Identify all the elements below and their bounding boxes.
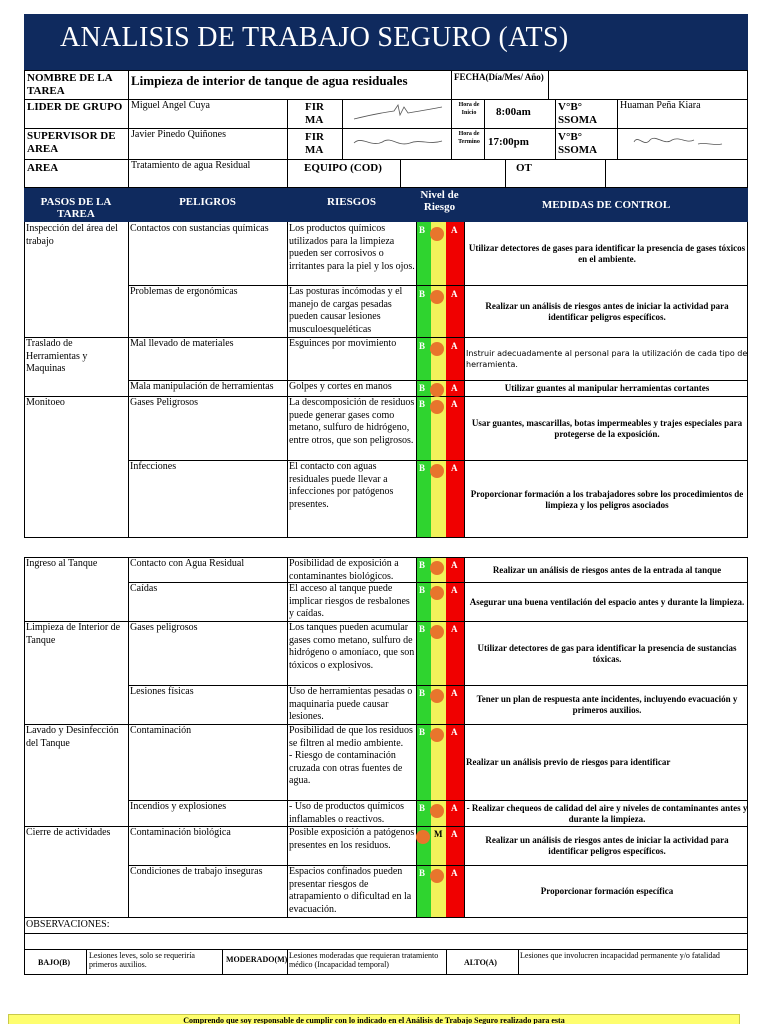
level-high-mark: A <box>451 803 458 813</box>
level-high-mark: A <box>451 688 458 698</box>
risk-level-marker <box>430 586 444 600</box>
risk-level-marker <box>430 227 444 241</box>
control-cell: Proporcionar formación a los trabajadores sobre los procedimientos de limpieza y los peligros asociados <box>470 488 744 510</box>
end-label: Hora de Termino <box>458 131 480 145</box>
divider <box>446 949 447 975</box>
column-level: Nivel de Riesgo <box>420 189 459 213</box>
hazard-cell: Problemas de ergonómicas <box>130 286 238 297</box>
level-low-mark: B <box>419 560 426 570</box>
legend-mid-label: MODERADO(M) <box>226 955 288 964</box>
level-low-mark: B <box>419 688 426 698</box>
risk-cell: Posibilidad de que los residuos se filtren al medio ambiente. - Riesgo de contaminación cruzada con otras fuentes de agua. <box>289 725 413 787</box>
control-cell: Asegurar una buena ventilación del espacio antes y durante la limpieza. <box>469 596 745 607</box>
divider <box>86 949 87 975</box>
risk-cell: La descomposición de residuos puede generar gases como metano, sulfuro de hidrógeno, entre otros, que son peligrosos. <box>289 397 415 446</box>
risk-level-marker <box>430 869 444 883</box>
control-cell: Realizar un análisis de riesgos antes de iniciar la actividad para identificar peligros específicos. <box>485 300 729 322</box>
level-high-mark: A <box>451 341 458 351</box>
divider <box>451 99 452 159</box>
level-high-mark: A <box>451 829 458 839</box>
hazard-cell: Incendios y explosiones <box>130 801 227 812</box>
risk-level-marker <box>430 464 444 478</box>
level-low-mark: B <box>419 383 426 393</box>
legend-low-desc: Lesiones leves, solo se requeriría primeros auxilios. <box>89 951 195 969</box>
signature-image <box>350 131 446 155</box>
hazard-cell: Lesiones físicas <box>130 686 194 697</box>
risk-cell: Espacios confinados pueden presentar riesgos de atrapamiento o dificultad en la evacuación. <box>289 866 412 915</box>
divider <box>548 70 549 99</box>
level-high-mark: A <box>451 727 458 737</box>
column-controls: MEDIDAS DE CONTROL <box>541 199 671 211</box>
control-cell: Usar guantes, mascarillas, botas impermeables y trajes especiales para protegerse de la exposición. <box>471 417 743 439</box>
vb-value: Huaman Peña Kiara <box>620 100 701 111</box>
document-title-bar <box>24 14 748 70</box>
level-low-mark: B <box>419 341 426 351</box>
task-step: Lavado y Desinfección del Tanque <box>26 725 119 749</box>
divider <box>24 933 748 934</box>
task-step: Limpieza de Interior de Tanque <box>26 622 121 646</box>
risk-cell: El acceso al tanque puede implicar riesgos de resbalones y caídas. <box>289 583 410 620</box>
task-step: Ingreso al Tanque <box>26 558 98 569</box>
risk-level-marker <box>430 728 444 742</box>
risk-cell: Las posturas incómodas y el manejo de cargas pesadas pueden causar lesiones musculoesqueléticas <box>289 286 403 335</box>
end-value: 17:00pm <box>488 136 529 148</box>
divider <box>24 949 748 950</box>
firma-label: FIR MA <box>305 131 324 156</box>
task-step: Cierre de actividades <box>26 827 111 838</box>
task-step: Monitoeo <box>26 397 65 408</box>
control-cell: Instruir adecuadamente al personal para la utilización de cada tipo de herramienta. <box>466 349 748 369</box>
level-low-mark: B <box>419 624 426 634</box>
risk-cell: Golpes y cortes en manos <box>289 381 392 392</box>
divider <box>464 557 465 917</box>
supervisor-label: SUPERVISOR DE AREA <box>27 130 116 155</box>
level-high-mark: A <box>451 560 458 570</box>
hazard-cell: Contaminación biológica <box>130 827 231 838</box>
risk-cell: Posible exposición a patógenos presentes en los residuos. <box>289 827 415 851</box>
hazard-cell: Gases peligrosos <box>130 622 198 633</box>
risk-level-marker <box>430 804 444 818</box>
risk-cell: Posibilidad de exposición a contaminantes biológicos. <box>289 558 399 582</box>
hazard-cell: Caídas <box>130 583 158 594</box>
control-cell: Proporcionar formación específica <box>540 886 674 896</box>
commitment-footer: Comprendo que soy responsable de cumplir con lo indicado en el Análisis de Trabajo Seguro realizado para esta <box>8 1014 740 1024</box>
signature-image <box>350 101 446 125</box>
start-label: Hora de Inicio <box>458 102 480 116</box>
divider <box>605 159 606 188</box>
divider <box>451 70 452 99</box>
divider <box>287 949 288 975</box>
task-value: Limpieza de interior de tanque de agua residuales <box>131 73 408 88</box>
risk-level-marker <box>430 400 444 414</box>
document-title: ANALISIS DE TRABAJO SEGURO (ATS) <box>60 22 569 53</box>
control-cell: Utilizar detectores de gases para identificar la presencia de gases tóxicos en el ambiente. <box>468 243 746 264</box>
area-label: AREA <box>27 162 59 174</box>
area-value: Tratamiento de agua Residual <box>131 160 251 171</box>
control-cell: Tener un plan de respuesta ante incidentes, incluyendo evacuación y primeros auxilios. <box>476 694 738 715</box>
legend-low-label: BAJO(B) <box>38 958 70 967</box>
column-hazards: PELIGROS <box>179 196 236 208</box>
signature-image <box>628 132 728 154</box>
level-low-mark: B <box>419 225 426 235</box>
equipo-label: EQUIPO (COD) <box>304 162 382 174</box>
supervisor-value: Javier Pinedo Quiñones <box>131 129 226 140</box>
hazard-cell: Mal llevado de materiales <box>130 338 234 349</box>
level-low-mark: B <box>419 399 426 409</box>
risk-level-marker <box>430 342 444 356</box>
hazard-cell: Infecciones <box>130 461 177 472</box>
task-label: NOMBRE DE LA TAREA <box>27 72 112 97</box>
task-step: Traslado de Herramientas y Maquinas <box>26 338 88 375</box>
divider <box>342 99 343 159</box>
divider <box>416 557 417 917</box>
date-label: FECHA(Día/Mes/ Año) <box>454 72 544 82</box>
divider <box>128 557 129 917</box>
divider <box>518 949 519 975</box>
control-cell: Realizar un análisis previo de riesgos para identificar <box>466 757 671 767</box>
hazard-cell: Contacto con Agua Residual <box>130 558 245 569</box>
start-value: 8:00am <box>496 106 531 118</box>
level-low-mark: B <box>419 803 426 813</box>
level-low-mark: B <box>419 463 426 473</box>
level-high-mark: A <box>451 225 458 235</box>
risk-cell: - Uso de productos químicos inflamables o reactivos. <box>289 801 404 825</box>
vb-label: V°B° SSOMA <box>558 101 598 126</box>
legend-mid-desc: Lesiones moderadas que requieran tratamiento médico (Incapacidad temporal) <box>289 951 439 969</box>
leader-value: Miguel Angel Cuya <box>131 100 210 111</box>
risk-cell: Los productos químicos utilizados para la limpieza pueden ser corrosivos o irritantes para la piel y los ojos. <box>289 223 415 272</box>
risk-cell: Los tanques pueden acumular gases como metano, sulfuro de hidrógeno o amoníaco, que son tóxicos o explosivos. <box>289 622 415 671</box>
level-mid-mark: M <box>434 829 443 839</box>
control-cell: Realizar un análisis de riesgos antes de iniciar la actividad para identificar peligros específicos. <box>485 835 729 856</box>
hazard-cell: Gases Peligrosos <box>130 397 199 408</box>
level-high-mark: A <box>451 624 458 634</box>
control-cell: Utilizar guantes al manipular herramientas cortantes <box>504 383 710 393</box>
divider <box>24 917 748 918</box>
vb-label: V°B° SSOMA <box>558 131 598 156</box>
control-cell: Realizar un análisis de riesgos antes de la entrada al tanque <box>492 564 722 575</box>
divider <box>617 99 618 159</box>
risk-level-marker <box>430 625 444 639</box>
firma-label: FIR MA <box>305 101 324 126</box>
level-high-mark: A <box>451 585 458 595</box>
divider <box>484 99 485 159</box>
control-cell: Utilizar detectores de gas para identificar la presencia de sustancias tóxicas. <box>477 642 737 664</box>
hazard-cell: Condiciones de trabajo inseguras <box>130 866 263 877</box>
observations-label: OBSERVACIONES: <box>26 919 110 930</box>
ot-label: OT <box>516 162 532 174</box>
divider <box>128 70 129 188</box>
legend-high-label: ALTO(A) <box>464 958 497 967</box>
divider <box>222 949 223 975</box>
level-low-mark: B <box>419 868 426 878</box>
risk-cell: Esguinces por movimiento <box>289 338 397 349</box>
level-high-mark: A <box>451 383 458 393</box>
level-low-mark: B <box>419 585 426 595</box>
risk-cell: Uso de herramientas pesadas o maquinaria puede causar lesiones. <box>289 686 413 723</box>
risk-level-marker <box>430 561 444 575</box>
risk-level-marker <box>430 383 444 397</box>
divider <box>505 159 506 188</box>
divider <box>287 557 288 917</box>
risk-cell: El contacto con aguas residuales puede llevar a infecciones por patógenos presentes. <box>289 461 394 510</box>
divider <box>555 99 556 159</box>
risk-level-marker <box>416 830 430 844</box>
level-high-mark: A <box>451 399 458 409</box>
level-low-mark: B <box>419 727 426 737</box>
hazard-cell: Mala manipulación de herramientas <box>130 381 274 392</box>
leader-label: LIDER DE GRUPO <box>27 101 123 113</box>
control-cell: - Realizar chequeos de calidad del aire y niveles de contaminantes antes y durante la limpieza. <box>466 802 748 824</box>
legend-high-desc: Lesiones que involucren incapacidad permanente y/o fatalidad <box>520 951 720 960</box>
level-high-mark: A <box>451 463 458 473</box>
risk-level-marker <box>430 290 444 304</box>
divider <box>287 99 288 188</box>
level-low-mark: B <box>419 289 426 299</box>
hazard-cell: Contactos con sustancias químicas <box>130 223 269 234</box>
risk-level-marker <box>430 689 444 703</box>
level-high-mark: A <box>451 868 458 878</box>
column-risks: RIESGOS <box>327 196 376 208</box>
level-high-mark: A <box>451 289 458 299</box>
task-step: Inspección del área del trabajo <box>26 223 118 247</box>
divider <box>400 159 401 188</box>
column-steps: PASOS DE LA TAREA <box>40 196 112 220</box>
hazard-cell: Contaminación <box>130 725 192 736</box>
